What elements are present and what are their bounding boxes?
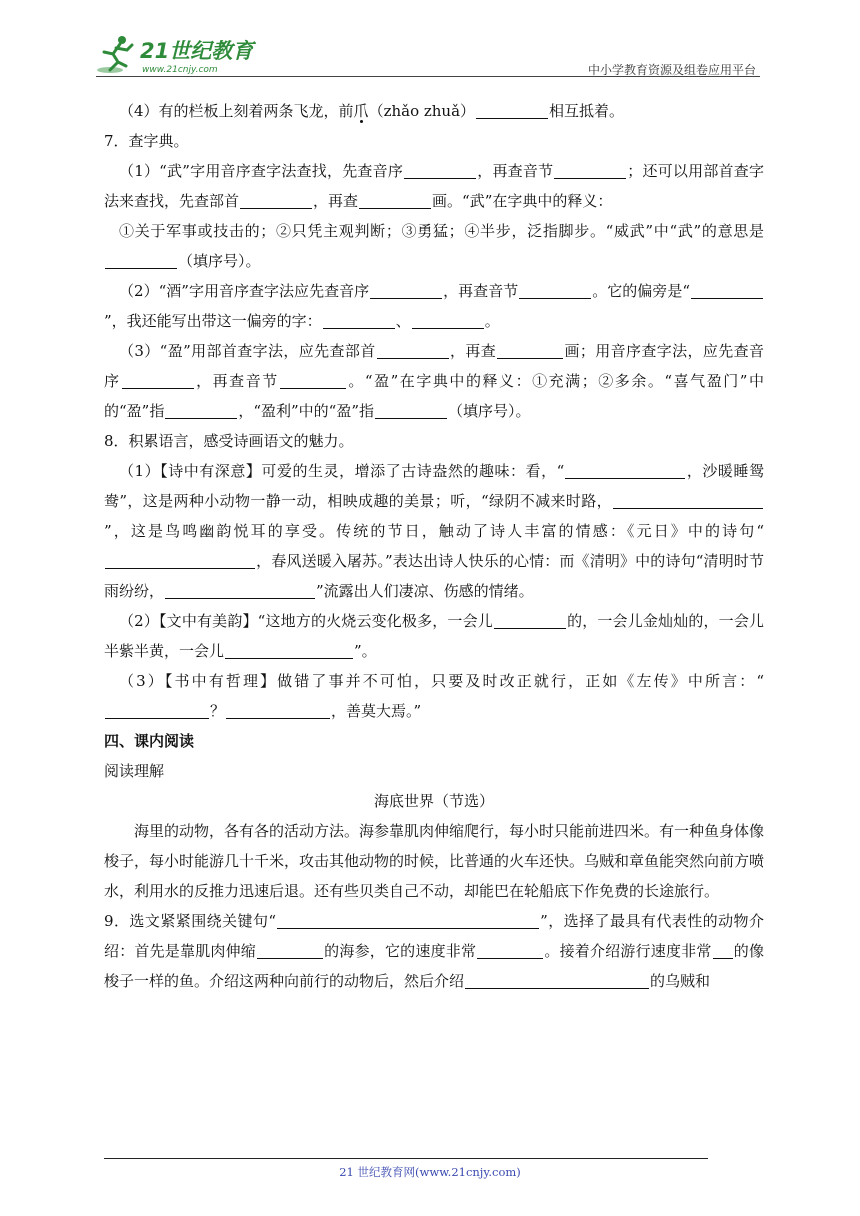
question-7-title: 7．查字典。 xyxy=(104,132,189,150)
question-8-title: 8．积累语言，感受诗画语文的魅力。 xyxy=(104,432,354,450)
answer-blank[interactable] xyxy=(713,941,733,959)
answer-blank[interactable] xyxy=(277,911,539,929)
answer-blank[interactable] xyxy=(412,311,484,329)
question-8-1: （1）【诗中有深意】可爱的生灵，增添了古诗盎然的趣味：看，“ ，沙暖睡鸳鸯”，这是两种小动物一静一动，相映成趣的美景；听，“绿阴不减来时路，”，这是鸟鸣幽韵悦耳的享受。传统的节日，触动了诗人丰富的情感：《元日》中的诗句“，春风送暖入屠苏。”表达出诗人快乐的心情：而《清明》中的诗句“清明时节雨纷纷， ”流露出人们凄凉、伤感的情绪。 xyxy=(104,462,764,600)
worksheet-content xyxy=(104,96,764,996)
answer-blank[interactable] xyxy=(465,971,649,989)
answer-blank[interactable] xyxy=(477,941,543,959)
question-7-3: （3）“盈”用部首查字法，应先查部首 ，再查 画；用音序查字法，应先查音序 ，再查音节 。“盈”在字典中的释义：①充满；②多余。“喜气盈门”中的“盈”指 ，“盈利”中的“盈”指 （填序号）。 xyxy=(104,342,764,420)
answer-blank[interactable] xyxy=(691,281,763,299)
passage-title: 海底世界（节选） xyxy=(373,792,494,810)
svg-text:www.21cnjy.com: www.21cnjy.com xyxy=(142,65,218,75)
answer-blank[interactable] xyxy=(359,191,431,209)
question-8-3: （3）【书中有哲理】做错了事并不可怕，只要及时改正就行，正如《左传》中所言：“？ ，善莫大焉。” xyxy=(104,666,764,726)
answer-blank[interactable] xyxy=(225,641,353,659)
answer-blank[interactable] xyxy=(280,371,346,389)
answer-blank[interactable] xyxy=(226,701,330,719)
section-4-subtitle: 阅读理解 xyxy=(104,762,165,780)
answer-blank[interactable] xyxy=(613,491,763,509)
answer-blank[interactable] xyxy=(375,401,447,419)
answer-blank[interactable] xyxy=(257,941,323,959)
answer-blank[interactable] xyxy=(105,701,209,719)
question-7-2: （2）“酒”字用音序查字法应先查音序 ，再查音节 。它的偏旁是“”，我还能写出带这一偏旁的字： 、 。 xyxy=(104,276,764,336)
answer-blank[interactable] xyxy=(554,161,626,179)
answer-blank[interactable] xyxy=(165,401,237,419)
answer-blank[interactable] xyxy=(494,611,566,629)
answer-blank[interactable] xyxy=(105,551,255,569)
answer-blank[interactable] xyxy=(519,281,591,299)
question-9: 9．选文紧紧围绕关键句“ ”，选择了最具有代表性的动物介绍：首先是靠肌肉伸缩 的海参，它的速度非常 。接着介绍游行速度非常 的像梭子一样的鱼。介绍这两种向前行的动物后，然后介绍 的乌贼和 xyxy=(104,912,765,990)
answer-blank[interactable] xyxy=(404,161,476,179)
answer-blank[interactable] xyxy=(476,101,548,119)
question-7-1: （1）“武”字用音序查字法查找，先查音序 ，再查音节 ；还可以用部首查字法来查找，先查部首 ，再查 画。“武”在字典中的释义： xyxy=(104,162,764,210)
running-figure-icon xyxy=(97,36,132,73)
answer-blank[interactable] xyxy=(377,341,449,359)
answer-blank[interactable] xyxy=(105,251,177,269)
answer-blank[interactable] xyxy=(122,371,194,389)
section-4-title: 四、课内阅读 xyxy=(104,732,195,750)
footer-site: 21 世纪教育网(www.21cnjy.com) xyxy=(339,1165,521,1179)
answer-blank[interactable] xyxy=(165,581,315,599)
question-8-2: （2）【文中有美韵】“这地方的火烧云变化极多，一会儿 的，一会儿金灿灿的，一会儿半紫半黄，一会儿 ”。 xyxy=(104,612,764,660)
answer-blank[interactable] xyxy=(323,311,395,329)
page-header xyxy=(96,28,760,80)
footer-divider xyxy=(104,1158,708,1159)
question-7-1-defs: ①关于军事或技击的；②只凭主观判断；③勇猛；④半步，泛指脚步。“威武”中“武”的意思是（填序号）。 xyxy=(104,216,764,276)
header-divider xyxy=(96,76,760,77)
answer-blank[interactable] xyxy=(497,341,563,359)
question-6-4: （4）有的栏板上刻着两条飞龙，前爪（zhǎo zhuǎ） 相互抵着。 xyxy=(119,102,625,120)
platform-name: 中小学教育资源及组卷应用平台 xyxy=(587,63,756,77)
answer-blank[interactable] xyxy=(370,281,442,299)
answer-blank[interactable] xyxy=(565,461,685,479)
passage-text: 海里的动物，各有各的活动方法。海参靠肌肉伸缩爬行，每小时只能前进四米。有一种鱼身体像梭子，每小时能游几十千米，攻击其他动物的时候，比普通的火车还快。乌贼和章鱼能突然向前方喷水，利用水的反推力迅速后退。还有些贝类自己不动，却能巴在轮船底下作免费的长途旅行。 xyxy=(104,822,765,900)
svg-text:21世纪教育: 21世纪教育 xyxy=(140,39,254,63)
answer-blank[interactable] xyxy=(240,191,312,209)
logo-21cnjy xyxy=(96,32,266,78)
